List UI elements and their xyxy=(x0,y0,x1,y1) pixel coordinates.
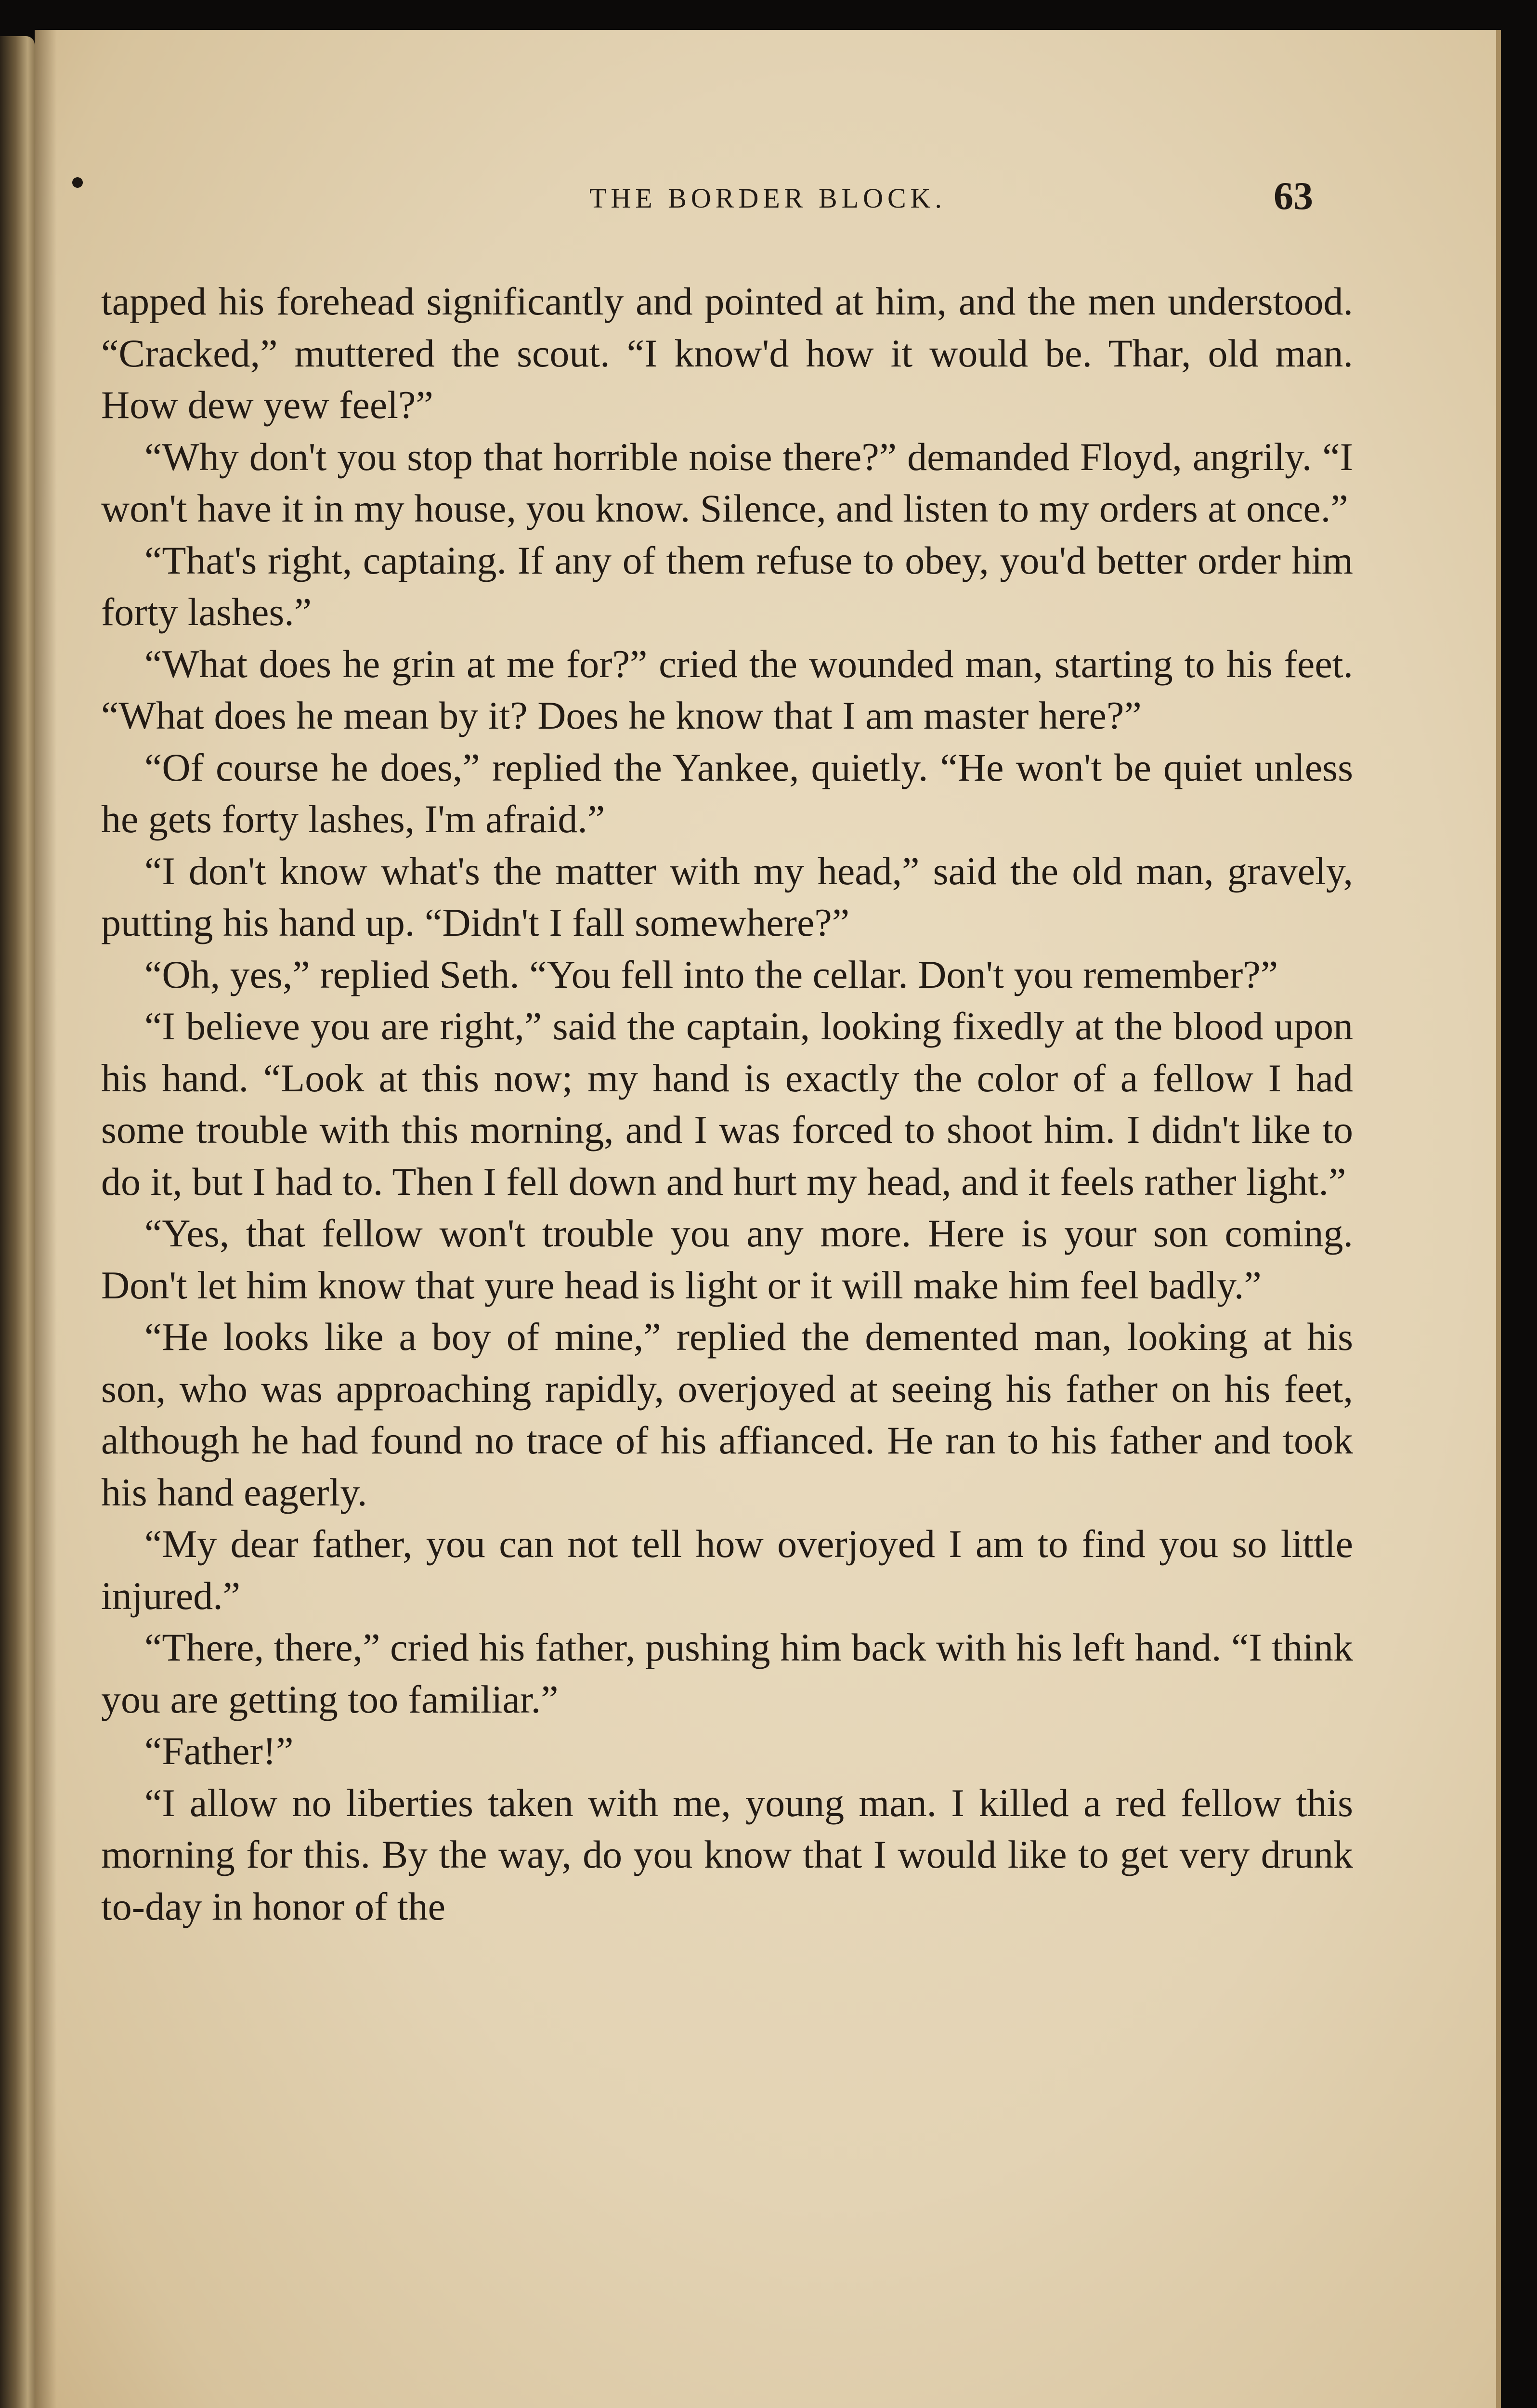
paragraph: “Oh, yes,” replied Seth. “You fell into the cellar. Don't you remember?” xyxy=(144,952,1278,996)
paragraph: “I believe you are right,” said the captain, looking fixedly at the blood upon his hand. “Look at this now; my hand is exactly the color of a fellow I had some trouble with this morning, and I was forced to shoot him. I didn't like to do it, but I had to. Then I fell down and hurt my head, and it feels rather light.” xyxy=(101,1004,1353,1204)
paragraph: “That's right, captaing. If any of them refuse to obey, you'd better order him forty lashes.” xyxy=(101,538,1353,634)
running-head xyxy=(35,163,1501,221)
running-title: THE BORDER BLOCK. xyxy=(589,183,947,214)
paragraph: “Of course he does,” replied the Yankee, quietly. “He won't be quiet unless he gets forty lashes, I'm afraid.” xyxy=(101,745,1353,841)
paragraph: “Yes, that fellow won't trouble you any more. Here is your son coming. Don't let him know that yure head is light or it will make him feel badly.” xyxy=(101,1211,1353,1307)
left-page-edge xyxy=(0,36,35,2408)
page-number: 63 xyxy=(1274,174,1313,218)
spine-shadow xyxy=(35,30,57,2408)
paragraph: “Why don't you stop that horrible noise there?” demanded Floyd, angrily. “I won't have it in my house, you know. Silence, and listen to my orders at once.” xyxy=(101,434,1353,530)
paragraph: “Father!” xyxy=(144,1729,294,1773)
book-page xyxy=(35,30,1501,2408)
paragraph: “There, there,” cried his father, pushing him back with his left hand. “I think you are getting too familiar.” xyxy=(101,1625,1353,1721)
paragraph: “My dear father, you can not tell how overjoyed I am to find you so little injured.” xyxy=(101,1522,1353,1618)
paragraph: tapped his forehead significantly and pointed at him, and the men understood. “Cracked,” muttered the scout. “I know'd how it would be. Thar, old man. How dew yew feel?” xyxy=(101,279,1353,427)
paragraph: “I don't know what's the matter with my head,” said the old man, gravely, putting his hand up. “Didn't I fall somewhere?” xyxy=(101,849,1353,944)
paragraph: “What does he grin at me for?” cried the wounded man, starting to his feet. “What does he mean by it? Does he know that I am master here?” xyxy=(101,641,1353,737)
paragraph: “I allow no liberties taken with me, young man. I killed a red fellow this morning for this. By the way, do you know that I would like to get very drunk to-day in honor of the xyxy=(101,1780,1353,1928)
paragraph: “He looks like a boy of mine,” replied the demented man, looking at his son, who was approaching rapidly, overjoyed at seeing his father on his feet, although he had found no trace of his affianced. He ran to his father and took his hand eagerly. xyxy=(101,1315,1353,1514)
body-text xyxy=(101,275,1353,1932)
